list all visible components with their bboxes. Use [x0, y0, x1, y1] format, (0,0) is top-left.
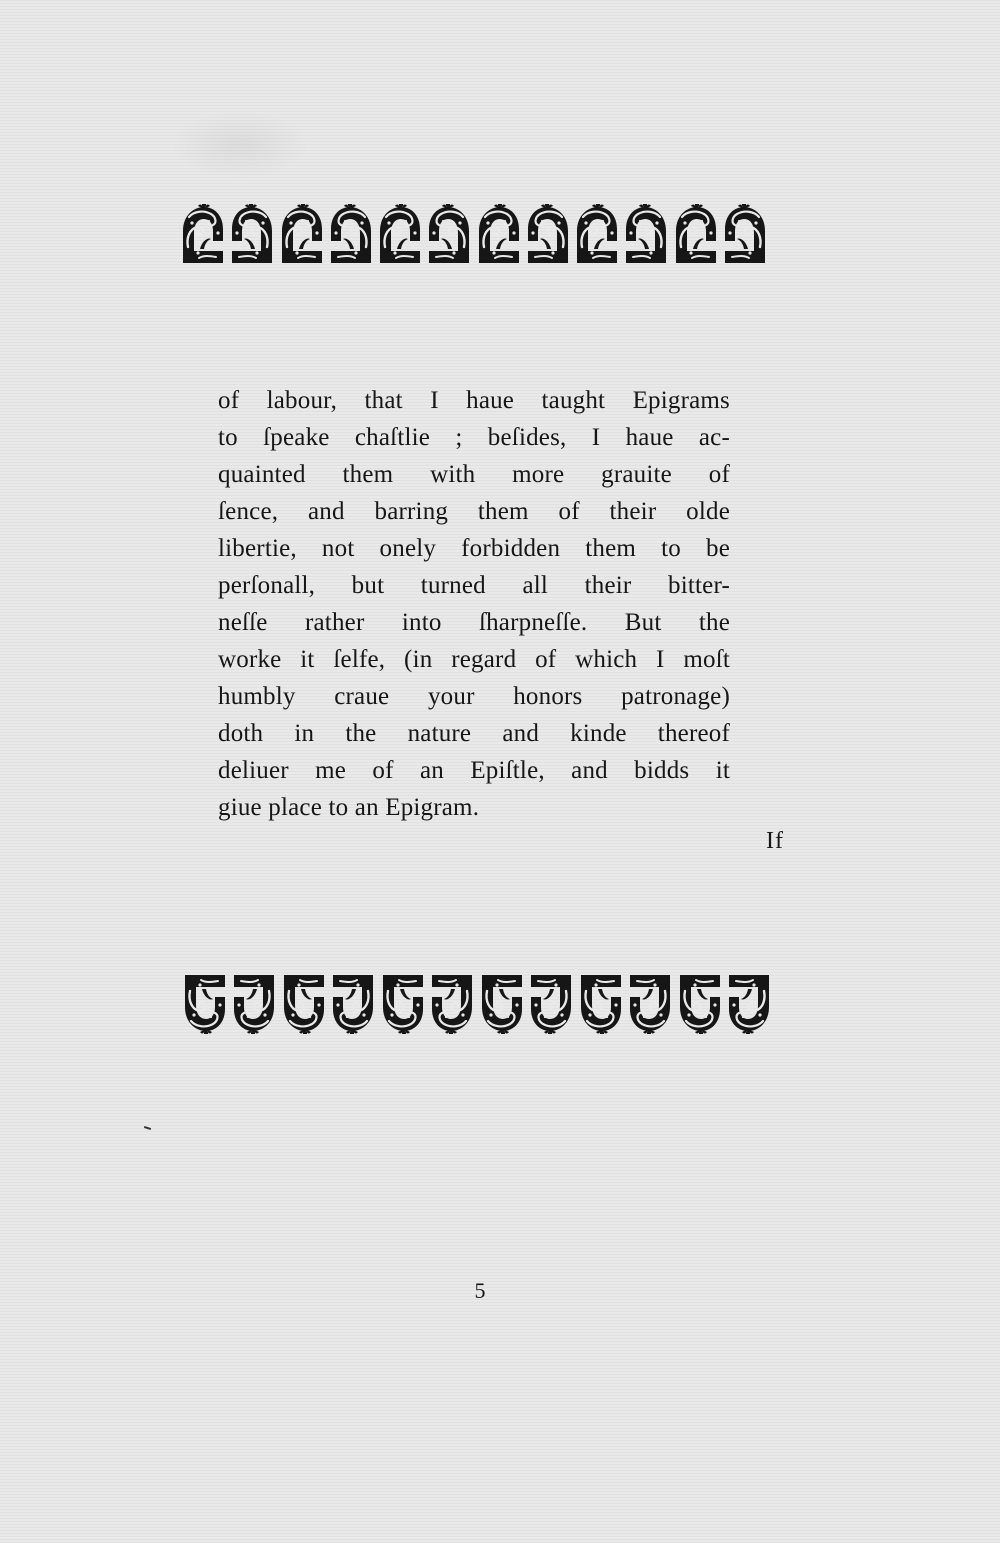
fleuron-tile-icon	[578, 973, 624, 1035]
fleuron-tile-icon	[426, 203, 472, 265]
body-text	[218, 382, 730, 826]
fleuron-tile-icon	[330, 973, 376, 1035]
text-line: of labour, that I haue taught Epigrams	[218, 387, 730, 414]
text-line: doth in the nature and kinde thereof	[218, 720, 730, 747]
show-through-smudge	[170, 110, 310, 180]
text-line: ſence, and barring them of their olde	[218, 498, 730, 525]
fleuron-tile-icon	[180, 203, 226, 265]
fleuron-tile-icon	[726, 973, 772, 1035]
fleuron-tile-icon	[574, 203, 620, 265]
fleuron-tile-icon	[380, 973, 426, 1035]
fleuron-tile-icon	[479, 973, 525, 1035]
fleuron-tile-icon	[722, 203, 768, 265]
fleuron-tile-icon	[677, 973, 723, 1035]
fleuron-tile-icon	[281, 973, 327, 1035]
text-line: deliuer me of an Epiſtle, and bidds it	[218, 757, 730, 784]
fleuron-tile-icon	[231, 973, 277, 1035]
fleuron-tile-icon	[182, 973, 228, 1035]
fleuron-tile-icon	[476, 203, 522, 265]
ink-speck	[144, 1126, 151, 1130]
text-line: quainted them with more grauite of	[218, 461, 730, 488]
page-number: 5	[474, 1278, 486, 1303]
text-line: worke it ſelfe, (in regard of which I moſt	[218, 646, 730, 673]
top-fleuron-border-icon	[180, 203, 768, 265]
fleuron-tile-icon	[525, 203, 571, 265]
fleuron-tile-icon	[623, 203, 669, 265]
text-line: giue place to an Epigram.	[218, 794, 480, 821]
fleuron-tile-icon	[528, 973, 574, 1035]
catchword: If	[766, 828, 784, 854]
text-line: to ſpeake chaſtlie ; beſides, I haue ac-	[218, 424, 730, 451]
fleuron-tile-icon	[429, 973, 475, 1035]
bottom-fleuron-border-icon	[182, 973, 772, 1035]
fleuron-tile-icon	[279, 203, 325, 265]
text-line: humbly craue your honors patronage)	[218, 683, 730, 710]
text-line: perſonall, but turned all their bitter-	[218, 572, 730, 599]
fleuron-tile-icon	[673, 203, 719, 265]
fleuron-tile-icon	[229, 203, 275, 265]
fleuron-tile-icon	[377, 203, 423, 265]
text-line: libertie, not onely forbidden them to be	[218, 535, 730, 562]
fleuron-tile-icon	[328, 203, 374, 265]
fleuron-tile-icon	[627, 973, 673, 1035]
text-line: neſſe rather into ſharpneſſe. But the	[218, 609, 730, 636]
